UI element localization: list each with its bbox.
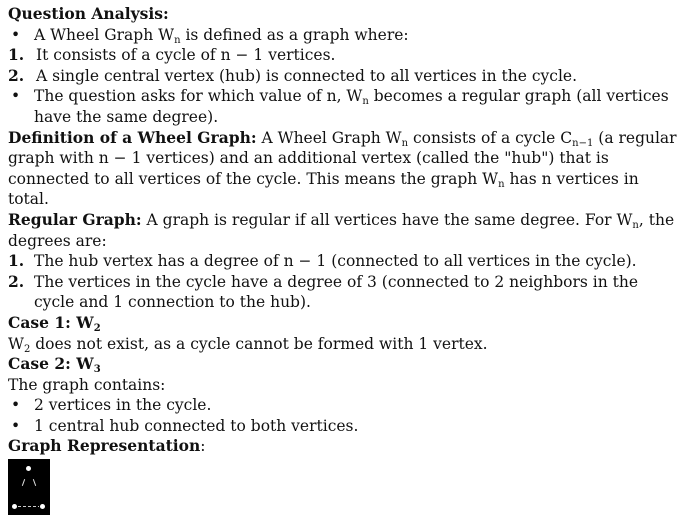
case-2-heading-sub: 3 xyxy=(93,364,101,376)
qa-b2-text: The question asks for which value of n, W xyxy=(34,87,363,106)
qa-b1-text: A Wheel Graph W xyxy=(34,25,175,44)
hub-vertex xyxy=(26,466,31,471)
reg-sub-1: n xyxy=(632,219,639,231)
reg-item-1-text: The hub vertex has a degree of n − 1 (connected to all vertices in the cycle). xyxy=(34,252,637,271)
cycle-vertex-right xyxy=(40,504,45,509)
reg-item-1-number: 1. xyxy=(8,251,25,271)
case-1-text-end: does not exist, as a cycle cannot be formed with 1 vertex. xyxy=(30,334,488,353)
qa-item-1-number: 1. xyxy=(8,45,25,65)
def-l3-text: connected to all vertices of the cycle. This means the graph W xyxy=(8,169,499,188)
reg-item-2-text: The vertices in the cycle have a degree of 3 (connected to 2 neighbors in the xyxy=(34,272,638,291)
definition-paragraph-line-4: total. xyxy=(8,190,49,209)
definition-paragraph-line-2: graph with n − 1 vertices) and an additional vertex (called the "hub") that is xyxy=(8,149,609,168)
reg-item-2-number: 2. xyxy=(8,271,25,291)
qa-item-2-text: A single central vertex (hub) is connected to all vertices in the cycle. xyxy=(36,66,578,85)
def-text-1: A Wheel Graph W xyxy=(256,128,402,147)
qa-item-1 xyxy=(8,45,620,66)
def-text-2: consists of a cycle C xyxy=(408,128,573,147)
reg-item-2 xyxy=(8,271,638,293)
case-2-heading-text: Case 2: W xyxy=(8,354,94,374)
cycle-vertex-left xyxy=(12,504,17,509)
definition-paragraph-line-3 xyxy=(8,169,639,190)
qa-b2-text-end: becomes a regular graph (all vertices xyxy=(368,87,669,106)
case-2-bullet-2: • 1 central hub connected to both vertices. xyxy=(8,416,620,437)
qa-b1-sub: n xyxy=(174,34,181,46)
definition-heading: Definition of a Wheel Graph: xyxy=(8,127,257,147)
case-1-text xyxy=(8,334,620,355)
case-1-text-start: W xyxy=(8,334,24,353)
spoke-edge-right xyxy=(33,479,36,486)
def-l3-sub: n xyxy=(498,178,505,190)
graph-heading-text: Graph Representation xyxy=(8,436,201,456)
wheel-graph-image xyxy=(8,459,50,515)
graph-representation-heading xyxy=(8,436,620,457)
cycle-edge xyxy=(18,506,39,507)
qa-item-2-number: 2. xyxy=(8,65,25,85)
regular-paragraph-line-1 xyxy=(8,209,675,231)
qa-bullet-2-continued: have the same degree). xyxy=(34,107,219,126)
reg-text-1: A graph is regular if all vertices have the same degree. For W xyxy=(141,210,633,229)
regular-paragraph-line-2: degrees are: xyxy=(8,231,107,250)
question-analysis-heading: Question Analysis: xyxy=(8,4,169,23)
reg-text-2: , the xyxy=(638,210,675,229)
reg-item-2-continued: cycle and 1 connection to the hub). xyxy=(34,293,311,312)
qa-bullet-2 xyxy=(8,86,669,108)
reg-item-1 xyxy=(8,251,637,272)
spoke-edge-left xyxy=(22,479,25,486)
qa-b2-sub: n xyxy=(362,96,369,108)
case-1-heading xyxy=(8,313,620,334)
def-l3-text-end: has n vertices in xyxy=(504,169,639,188)
case-1-heading-text: Case 1: W xyxy=(8,312,94,332)
case-1-heading-sub: 2 xyxy=(93,322,101,334)
case-2-bullet-1: • 2 vertices in the cycle. xyxy=(8,395,620,416)
case-2-heading xyxy=(8,354,620,375)
qa-bullet-1 xyxy=(8,25,620,46)
qa-item-2 xyxy=(8,66,620,87)
qa-item-1-text: It consists of a cycle of n − 1 vertices. xyxy=(36,46,336,65)
definition-paragraph-line-1 xyxy=(8,127,677,149)
qa-b1-text-end: is defined as a graph where: xyxy=(180,25,409,44)
def-text-3: (a regular xyxy=(593,128,677,147)
case-1-text-sub: 2 xyxy=(23,343,31,355)
case-2-intro: The graph contains: xyxy=(8,375,166,394)
def-sub-2: n−1 xyxy=(572,137,594,149)
graph-heading-colon: : xyxy=(200,437,206,456)
regular-graph-heading: Regular Graph: xyxy=(8,209,142,229)
def-sub-1: n xyxy=(401,137,409,149)
